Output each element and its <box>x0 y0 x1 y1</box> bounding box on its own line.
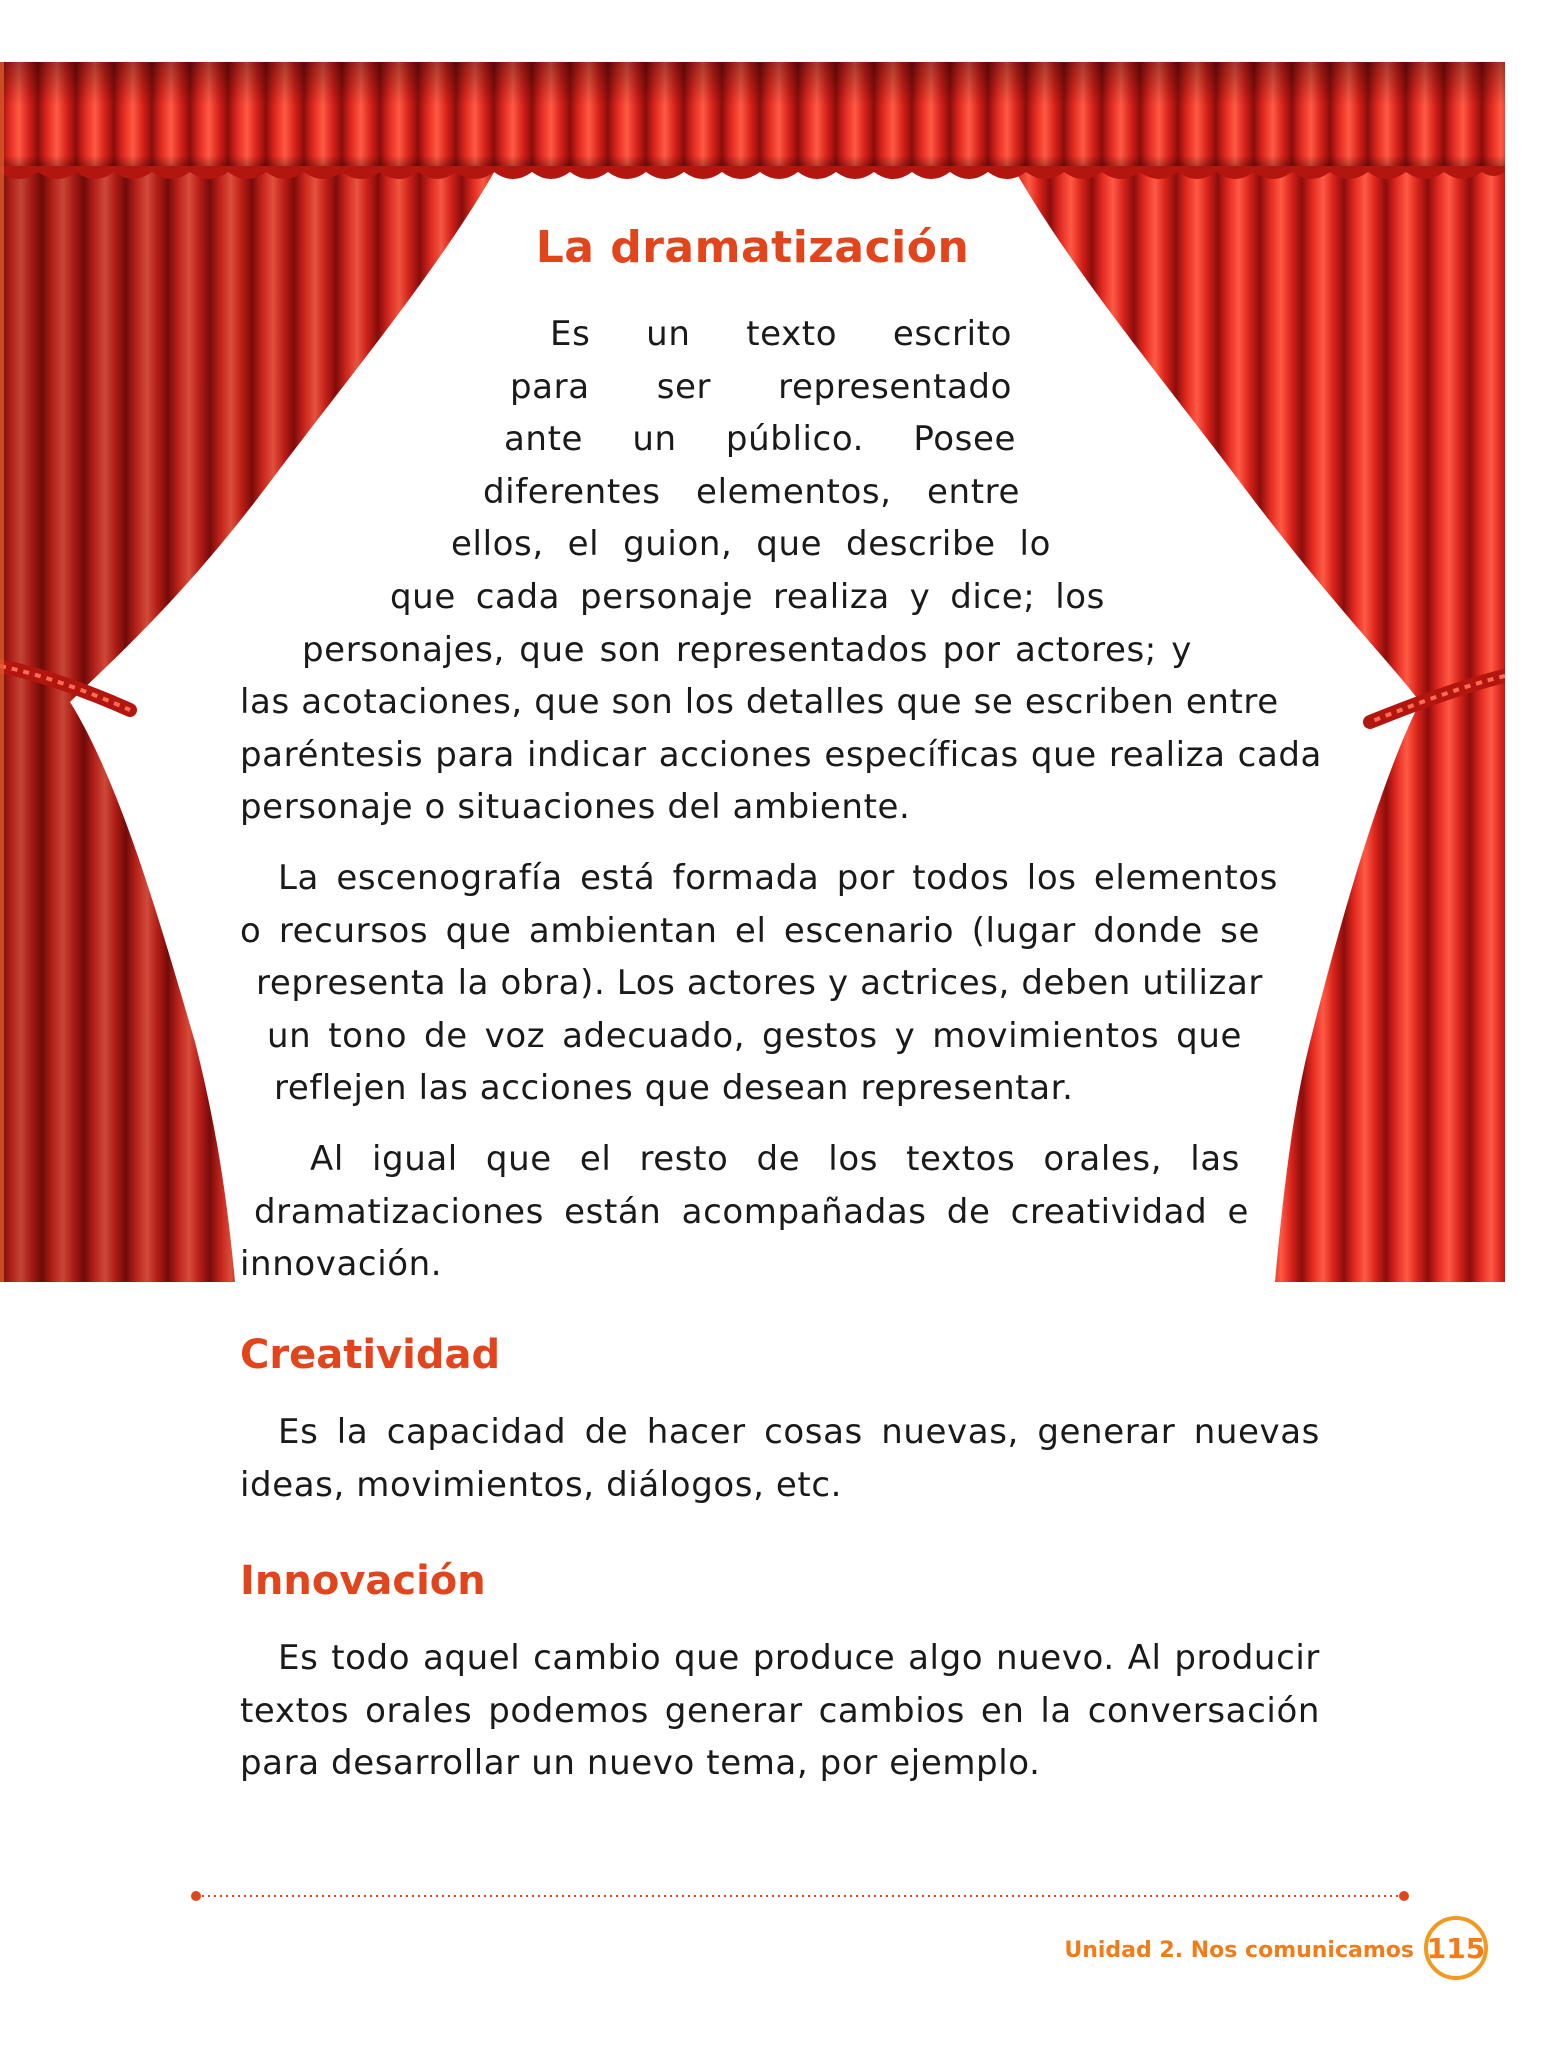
oral-texts-paragraph <box>240 1133 1325 1291</box>
innovacion-paragraph <box>240 1632 1320 1790</box>
intro-paragraph <box>240 308 1325 834</box>
paragraph-line: ellos, el guion, que describe lo <box>451 524 1051 565</box>
paragraph-line: La escenografía está formada por todos los elementos <box>278 858 1278 898</box>
paragraph-line: para ser representado <box>510 366 1012 407</box>
creatividad-paragraph <box>240 1406 1320 1511</box>
innovacion-heading: Innovación <box>240 1558 486 1604</box>
page-title: La dramatización <box>535 222 970 273</box>
paragraph-line: para desarrollar un nuevo tema, por ejemplo. <box>240 1743 1041 1784</box>
paragraph-line: diferentes elementos, entre <box>483 471 1020 512</box>
scenography-paragraph <box>240 852 1325 1115</box>
paragraph-line: Es todo aquel cambio que produce algo nuevo. Al producir <box>278 1638 1320 1678</box>
paragraph-line: que cada personaje realiza y dice; los <box>390 576 1105 617</box>
paragraph-line: o recursos que ambientan el escenario (lugar donde se <box>240 910 1260 951</box>
paragraph-line: un tono de voz adecuado, gestos y movimientos que <box>267 1015 1242 1056</box>
paragraph-line: ante un público. Posee <box>504 419 1016 460</box>
paragraph-line: representa la obra). Los actores y actrices, deben utilizar <box>256 963 1263 1004</box>
paragraph-line: paréntesis para indicar acciones específicas que realiza cada <box>240 734 1322 775</box>
paragraph-line: dramatizaciones están acompañadas de creatividad e <box>254 1191 1249 1232</box>
paragraph-line: las acotaciones, que son los detalles que se escriben entre <box>240 682 1279 723</box>
paragraph-line: ideas, movimientos, diálogos, etc. <box>240 1464 843 1505</box>
paragraph-line: textos orales podemos generar cambios en la conversación <box>240 1690 1320 1731</box>
paragraph-line: Al igual que el resto de los textos orales, las <box>310 1139 1240 1179</box>
paragraph-line: personajes, que son representados por actores; y <box>302 629 1192 670</box>
page-number-badge: 115 <box>1424 1916 1488 1980</box>
paragraph-line: Es un texto escrito <box>550 314 1012 354</box>
paragraph-line: reflejen las acciones que desean representar. <box>274 1068 1074 1109</box>
paragraph-line: Es la capacidad de hacer cosas nuevas, generar nuevas <box>278 1412 1320 1452</box>
footer-unit-label: Unidad 2. Nos comunicamos <box>1064 1938 1414 1963</box>
footer-dotted-divider <box>190 1890 1410 1902</box>
paragraph-line: innovación. <box>240 1244 443 1285</box>
creatividad-heading: Creatividad <box>240 1332 501 1378</box>
paragraph-line: personaje o situaciones del ambiente. <box>240 787 911 828</box>
